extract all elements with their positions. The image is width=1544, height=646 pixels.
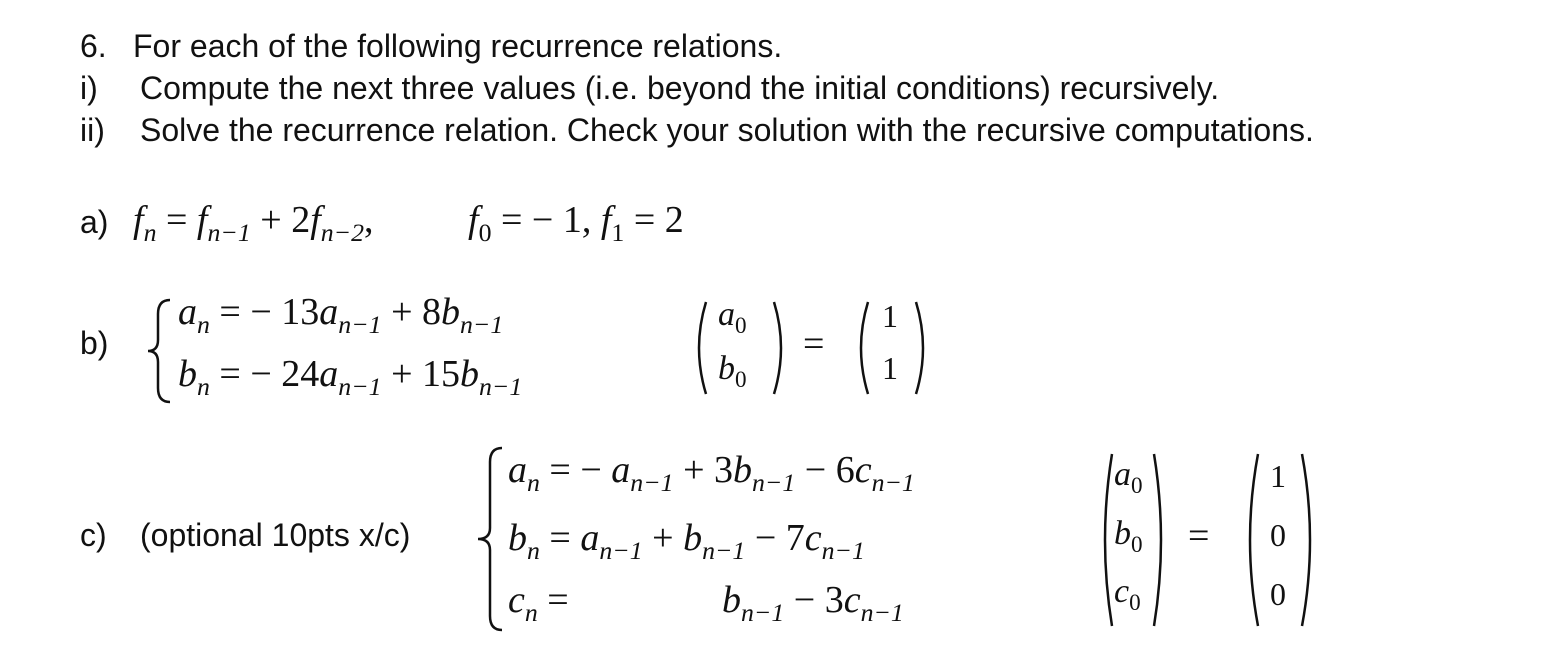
part-b-label: b) <box>80 325 109 361</box>
part-b-vector-lhs-b0: $b_0$ <box>718 350 747 394</box>
part-b-vector-lhs-a0: $a_0$ <box>718 296 747 340</box>
part-a-equation: $f_n = f_{n-1} + 2f_{n-2}$, <box>133 199 374 248</box>
step-i-text: Compute the next three values (i.e. beyond the initial conditions) recursively. <box>140 70 1220 106</box>
part-c-vector-rhs-1: 1 <box>1270 458 1286 494</box>
part-c-vector-lhs-c0: $c_0$ <box>1114 573 1141 617</box>
part-b-vector-equals: = <box>803 323 825 365</box>
part-c-row-2: $b_n = a_{n-1} + b_{n-1} - 7c_{n-1}$ <box>508 517 865 566</box>
part-b-vector-rhs-1: 1 <box>882 298 898 334</box>
part-c-vector-rhs-2: 0 <box>1270 517 1286 553</box>
part-c-note: (optional 10pts x/c) <box>140 517 411 553</box>
problem-title: For each of the following recurrence relations. <box>133 28 783 64</box>
step-i-marker: i) <box>80 70 98 106</box>
part-b-vector-rhs-2: 1 <box>882 350 898 386</box>
problem-number: 6. <box>80 28 107 64</box>
part-b-brace <box>140 296 180 406</box>
part-c-vector-equals: = <box>1188 515 1210 557</box>
part-c-row-3-lhs: $c_n$ = <box>508 579 569 628</box>
part-c-row-1: $a_n$ = − $a_{n-1} + 3b_{n-1} - 6c_{n-1}$ <box>508 449 915 498</box>
part-c-row-3-rhs: $b_{n-1} - 3c_{n-1}$ <box>722 579 904 628</box>
part-c-vector-lhs-a0: $a_0$ <box>1114 456 1143 500</box>
part-b-row-2: $b_n$ = − $24a_{n-1} + 15b_{n-1}$ <box>178 353 523 402</box>
part-c-label: c) <box>80 517 107 553</box>
step-ii-marker: ii) <box>80 112 105 148</box>
part-b-row-1: $a_n$ = − $13a_{n-1} + 8b_{n-1}$ <box>178 291 504 340</box>
step-ii-text: Solve the recurrence relation. Check your solution with the recursive computations. <box>140 112 1314 148</box>
part-a-initial: $f_0$ = − 1, $f_1 = 2$ <box>468 199 684 248</box>
part-c-vector-rhs-3: 0 <box>1270 576 1286 612</box>
part-c-vector-lhs-b0: $b_0$ <box>1114 515 1143 559</box>
part-a-label: a) <box>80 204 109 240</box>
part-c-brace <box>470 444 510 634</box>
